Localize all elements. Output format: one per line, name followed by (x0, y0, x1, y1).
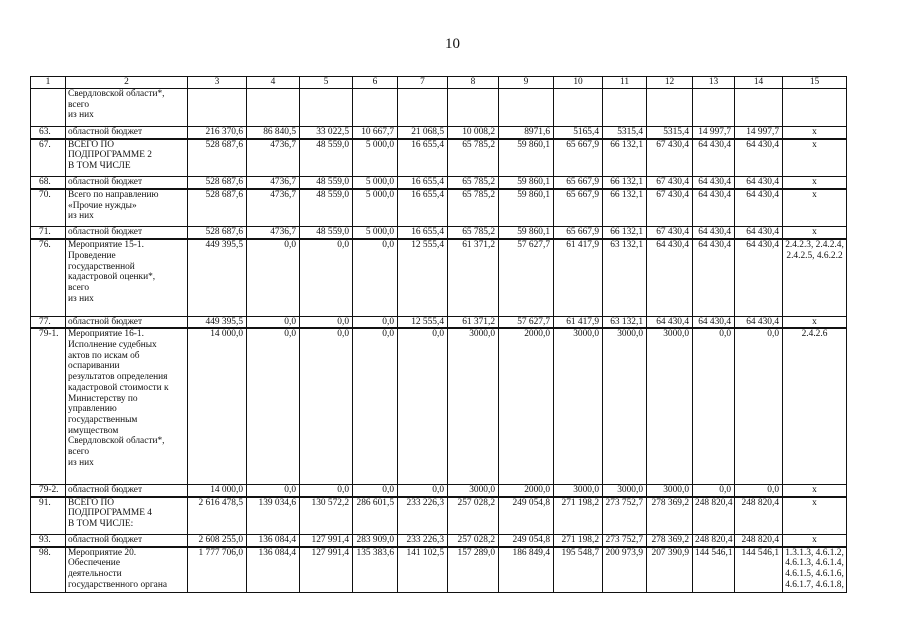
target-ref-cell: 2.4.2.6 (783, 328, 847, 484)
value-cell: 59 860,1 (499, 227, 554, 239)
target-ref-cell: x (783, 497, 847, 535)
value-cell: 2000,0 (499, 484, 554, 496)
value-cell: 257 028,2 (448, 497, 499, 535)
value-cell: 0,0 (353, 484, 398, 496)
value-cell: 12 555,4 (398, 316, 448, 328)
value-cell (693, 89, 735, 127)
value-cell: 14 997,7 (735, 127, 783, 139)
row-number-cell: 68. (31, 177, 66, 189)
value-cell (735, 89, 783, 127)
target-ref-cell: x (783, 535, 847, 547)
target-ref-cell: x (783, 139, 847, 177)
value-cell: 5 000,0 (353, 227, 398, 239)
table-body (31, 77, 847, 593)
value-cell (603, 89, 647, 127)
value-cell: 0,0 (735, 484, 783, 496)
value-cell: 14 000,0 (188, 328, 247, 484)
value-cell: 61 417,9 (554, 316, 603, 328)
value-cell: 248 820,4 (693, 497, 735, 535)
value-cell (499, 89, 554, 127)
row-name-cell: Мероприятие 20. Обеспечение деятельности государственного органа (66, 547, 188, 593)
target-ref-cell: 2.4.2.3, 2.4.2.4, 2.4.2.5, 4.6.2.2 (783, 239, 847, 316)
value-cell: 2000,0 (499, 328, 554, 484)
value-cell: 67 430,4 (647, 189, 693, 227)
value-cell: 12 555,4 (398, 239, 448, 316)
row-number-cell: 93. (31, 535, 66, 547)
target-ref-cell: 1.3.1.3, 4.6.1.2, 4.6.1.3, 4.6.1.4, 4.6.1.5, 4.6.1.6, 4.6.1.7, 4.6.1.8, (783, 547, 847, 593)
value-cell: 4736,7 (247, 139, 300, 177)
target-ref-cell: x (783, 316, 847, 328)
value-cell: 216 370,6 (188, 127, 247, 139)
table-row (31, 316, 847, 328)
value-cell: 67 430,4 (647, 227, 693, 239)
value-cell: 64 430,4 (647, 316, 693, 328)
value-cell: 0,0 (300, 484, 353, 496)
value-cell: 57 627,7 (499, 239, 554, 316)
value-cell: 64 430,4 (693, 227, 735, 239)
value-cell: 278 369,2 (647, 497, 693, 535)
row-name-cell: Всего по направлению «Прочие нужды» из них (66, 189, 188, 227)
value-cell: 5 000,0 (353, 189, 398, 227)
value-cell: 257 028,2 (448, 535, 499, 547)
value-cell: 0,0 (398, 484, 448, 496)
value-cell: 48 559,0 (300, 227, 353, 239)
budget-table (30, 76, 847, 593)
row-name-cell: Свердловской области*, всего из них (66, 89, 188, 127)
value-cell: 48 559,0 (300, 139, 353, 177)
value-cell: 2 608 255,0 (188, 535, 247, 547)
header-cell: 1 (31, 77, 66, 89)
value-cell: 59 860,1 (499, 139, 554, 177)
value-cell: 3000,0 (647, 328, 693, 484)
value-cell: 2 616 478,5 (188, 497, 247, 535)
value-cell: 4736,7 (247, 177, 300, 189)
row-number-cell: 77. (31, 316, 66, 328)
value-cell: 278 369,2 (647, 535, 693, 547)
value-cell (247, 89, 300, 127)
value-cell: 0,0 (247, 239, 300, 316)
value-cell: 64 430,4 (693, 189, 735, 227)
value-cell: 64 430,4 (735, 189, 783, 227)
value-cell: 16 655,4 (398, 227, 448, 239)
table-row (31, 497, 847, 535)
value-cell: 64 430,4 (735, 239, 783, 316)
value-cell: 271 198,2 (554, 535, 603, 547)
page-number: 10 (445, 36, 460, 52)
value-cell: 130 572,2 (300, 497, 353, 535)
target-ref-cell: x (783, 189, 847, 227)
table-row (31, 239, 847, 316)
value-cell: 3000,0 (448, 328, 499, 484)
header-cell: 15 (783, 77, 847, 89)
header-cell: 13 (693, 77, 735, 89)
value-cell: 14 997,7 (693, 127, 735, 139)
value-cell: 48 559,0 (300, 189, 353, 227)
value-cell: 200 973,9 (603, 547, 647, 593)
row-number-cell: 91. (31, 497, 66, 535)
value-cell: 64 430,4 (735, 177, 783, 189)
value-cell: 33 022,5 (300, 127, 353, 139)
value-cell: 67 430,4 (647, 139, 693, 177)
value-cell: 66 132,1 (603, 177, 647, 189)
row-name-cell: областной бюджет (66, 484, 188, 496)
value-cell: 249 054,8 (499, 497, 554, 535)
value-cell: 127 991,4 (300, 535, 353, 547)
value-cell: 0,0 (398, 328, 448, 484)
header-cell: 10 (554, 77, 603, 89)
header-cell: 9 (499, 77, 554, 89)
value-cell: 0,0 (300, 328, 353, 484)
value-cell: 66 132,1 (603, 227, 647, 239)
value-cell: 10 008,2 (448, 127, 499, 139)
value-cell: 10 667,7 (353, 127, 398, 139)
value-cell: 3000,0 (554, 484, 603, 496)
value-cell: 65 785,2 (448, 177, 499, 189)
value-cell: 61 371,2 (448, 239, 499, 316)
value-cell: 61 417,9 (554, 239, 603, 316)
value-cell: 135 383,6 (353, 547, 398, 593)
value-cell: 0,0 (353, 328, 398, 484)
value-cell: 0,0 (247, 484, 300, 496)
value-cell: 0,0 (353, 239, 398, 316)
value-cell: 4736,7 (247, 189, 300, 227)
table-row (31, 535, 847, 547)
table-row (31, 189, 847, 227)
value-cell (353, 89, 398, 127)
table-row (31, 328, 847, 484)
value-cell: 66 132,1 (603, 189, 647, 227)
value-cell: 64 430,4 (647, 239, 693, 316)
row-number-cell: 67. (31, 139, 66, 177)
row-number-cell: 71. (31, 227, 66, 239)
value-cell (647, 89, 693, 127)
table-row (31, 127, 847, 139)
row-name-cell: Мероприятие 15-1. Проведение государственной кадастровой оценки*, всего из них (66, 239, 188, 316)
row-name-cell: областной бюджет (66, 177, 188, 189)
value-cell: 449 395,5 (188, 316, 247, 328)
header-cell: 6 (353, 77, 398, 89)
target-ref-cell: x (783, 227, 847, 239)
value-cell: 248 820,4 (735, 497, 783, 535)
value-cell: 57 627,7 (499, 316, 554, 328)
value-cell: 0,0 (693, 484, 735, 496)
header-cell: 7 (398, 77, 448, 89)
value-cell: 63 132,1 (603, 239, 647, 316)
header-cell: 3 (188, 77, 247, 89)
row-name-cell: областной бюджет (66, 316, 188, 328)
value-cell: 5 000,0 (353, 177, 398, 189)
header-cell: 4 (247, 77, 300, 89)
value-cell: 283 909,0 (353, 535, 398, 547)
value-cell: 144 546,1 (735, 547, 783, 593)
value-cell: 16 655,4 (398, 139, 448, 177)
value-cell: 141 102,5 (398, 547, 448, 593)
value-cell: 0,0 (247, 328, 300, 484)
value-cell: 65 667,9 (554, 227, 603, 239)
value-cell: 64 430,4 (735, 316, 783, 328)
target-ref-cell: x (783, 484, 847, 496)
value-cell: 3000,0 (554, 328, 603, 484)
value-cell: 4736,7 (247, 227, 300, 239)
row-name-cell: областной бюджет (66, 535, 188, 547)
table-row (31, 484, 847, 496)
value-cell: 65 785,2 (448, 189, 499, 227)
value-cell: 65 667,9 (554, 189, 603, 227)
value-cell: 86 840,5 (247, 127, 300, 139)
row-number-cell: 63. (31, 127, 66, 139)
value-cell: 233 226,3 (398, 497, 448, 535)
row-number-cell: 79-2. (31, 484, 66, 496)
value-cell: 207 390,9 (647, 547, 693, 593)
row-number-cell: 76. (31, 239, 66, 316)
row-name-cell: Мероприятие 16-1. Исполнение судебных актов по искам об оспаривании результатов определения кадастровой стоимости к Министерству по управлению государственным имуществом Свердловской области*, всего из них (66, 328, 188, 484)
value-cell: 3000,0 (603, 328, 647, 484)
row-name-cell: областной бюджет (66, 227, 188, 239)
row-number-cell: 98. (31, 547, 66, 593)
value-cell (554, 89, 603, 127)
value-cell: 449 395,5 (188, 239, 247, 316)
value-cell: 528 687,6 (188, 189, 247, 227)
value-cell: 139 034,6 (247, 497, 300, 535)
value-cell: 5315,4 (647, 127, 693, 139)
value-cell: 528 687,6 (188, 177, 247, 189)
header-cell: 8 (448, 77, 499, 89)
value-cell: 59 860,1 (499, 177, 554, 189)
target-ref-cell: x (783, 127, 847, 139)
value-cell: 249 054,8 (499, 535, 554, 547)
row-name-cell: ВСЕГО ПО ПОДПРОГРАММЕ 2 В ТОМ ЧИСЛЕ (66, 139, 188, 177)
value-cell (448, 89, 499, 127)
value-cell: 0,0 (300, 239, 353, 316)
value-cell: 273 752,7 (603, 497, 647, 535)
table-row (31, 139, 847, 177)
value-cell: 16 655,4 (398, 189, 448, 227)
value-cell: 233 226,3 (398, 535, 448, 547)
header-cell: 5 (300, 77, 353, 89)
value-cell: 127 991,4 (300, 547, 353, 593)
row-number-cell (31, 89, 66, 127)
value-cell: 64 430,4 (693, 177, 735, 189)
table-row (31, 547, 847, 593)
value-cell: 3000,0 (647, 484, 693, 496)
value-cell (398, 89, 448, 127)
value-cell: 65 667,9 (554, 139, 603, 177)
value-cell: 63 132,1 (603, 316, 647, 328)
value-cell: 21 068,5 (398, 127, 448, 139)
target-ref-cell: x (783, 177, 847, 189)
value-cell: 64 430,4 (735, 139, 783, 177)
value-cell: 65 785,2 (448, 139, 499, 177)
value-cell: 5165,4 (554, 127, 603, 139)
value-cell: 286 601,5 (353, 497, 398, 535)
table-row (31, 89, 847, 127)
table-header-row (31, 77, 847, 89)
value-cell: 64 430,4 (693, 139, 735, 177)
value-cell: 65 667,9 (554, 177, 603, 189)
value-cell: 195 548,7 (554, 547, 603, 593)
value-cell: 0,0 (693, 328, 735, 484)
value-cell: 136 084,4 (247, 547, 300, 593)
value-cell: 271 198,2 (554, 497, 603, 535)
row-name-cell: ВСЕГО ПО ПОДПРОГРАММЕ 4 В ТОМ ЧИСЛЕ: (66, 497, 188, 535)
target-ref-cell (783, 89, 847, 127)
value-cell: 67 430,4 (647, 177, 693, 189)
header-cell: 12 (647, 77, 693, 89)
value-cell: 8971,6 (499, 127, 554, 139)
value-cell: 273 752,7 (603, 535, 647, 547)
value-cell: 248 820,4 (693, 535, 735, 547)
value-cell (300, 89, 353, 127)
value-cell: 16 655,4 (398, 177, 448, 189)
value-cell: 64 430,4 (693, 316, 735, 328)
header-cell: 14 (735, 77, 783, 89)
value-cell: 65 785,2 (448, 227, 499, 239)
value-cell: 528 687,6 (188, 227, 247, 239)
value-cell: 157 289,0 (448, 547, 499, 593)
value-cell: 186 849,4 (499, 547, 554, 593)
row-name-cell: областной бюджет (66, 127, 188, 139)
value-cell: 66 132,1 (603, 139, 647, 177)
value-cell: 0,0 (300, 316, 353, 328)
table-row (31, 177, 847, 189)
value-cell: 0,0 (247, 316, 300, 328)
value-cell: 64 430,4 (735, 227, 783, 239)
value-cell: 64 430,4 (693, 239, 735, 316)
value-cell: 144 546,1 (693, 547, 735, 593)
value-cell: 136 084,4 (247, 535, 300, 547)
value-cell (188, 89, 247, 127)
table-row (31, 227, 847, 239)
value-cell: 0,0 (735, 328, 783, 484)
value-cell: 3000,0 (603, 484, 647, 496)
value-cell: 248 820,4 (735, 535, 783, 547)
value-cell: 3000,0 (448, 484, 499, 496)
value-cell: 0,0 (353, 316, 398, 328)
value-cell: 61 371,2 (448, 316, 499, 328)
header-cell: 11 (603, 77, 647, 89)
value-cell: 1 777 706,0 (188, 547, 247, 593)
row-number-cell: 79-1. (31, 328, 66, 484)
value-cell: 5 000,0 (353, 139, 398, 177)
value-cell: 528 687,6 (188, 139, 247, 177)
row-number-cell: 70. (31, 189, 66, 227)
header-cell: 2 (66, 77, 188, 89)
value-cell: 5315,4 (603, 127, 647, 139)
value-cell: 59 860,1 (499, 189, 554, 227)
value-cell: 14 000,0 (188, 484, 247, 496)
value-cell: 48 559,0 (300, 177, 353, 189)
